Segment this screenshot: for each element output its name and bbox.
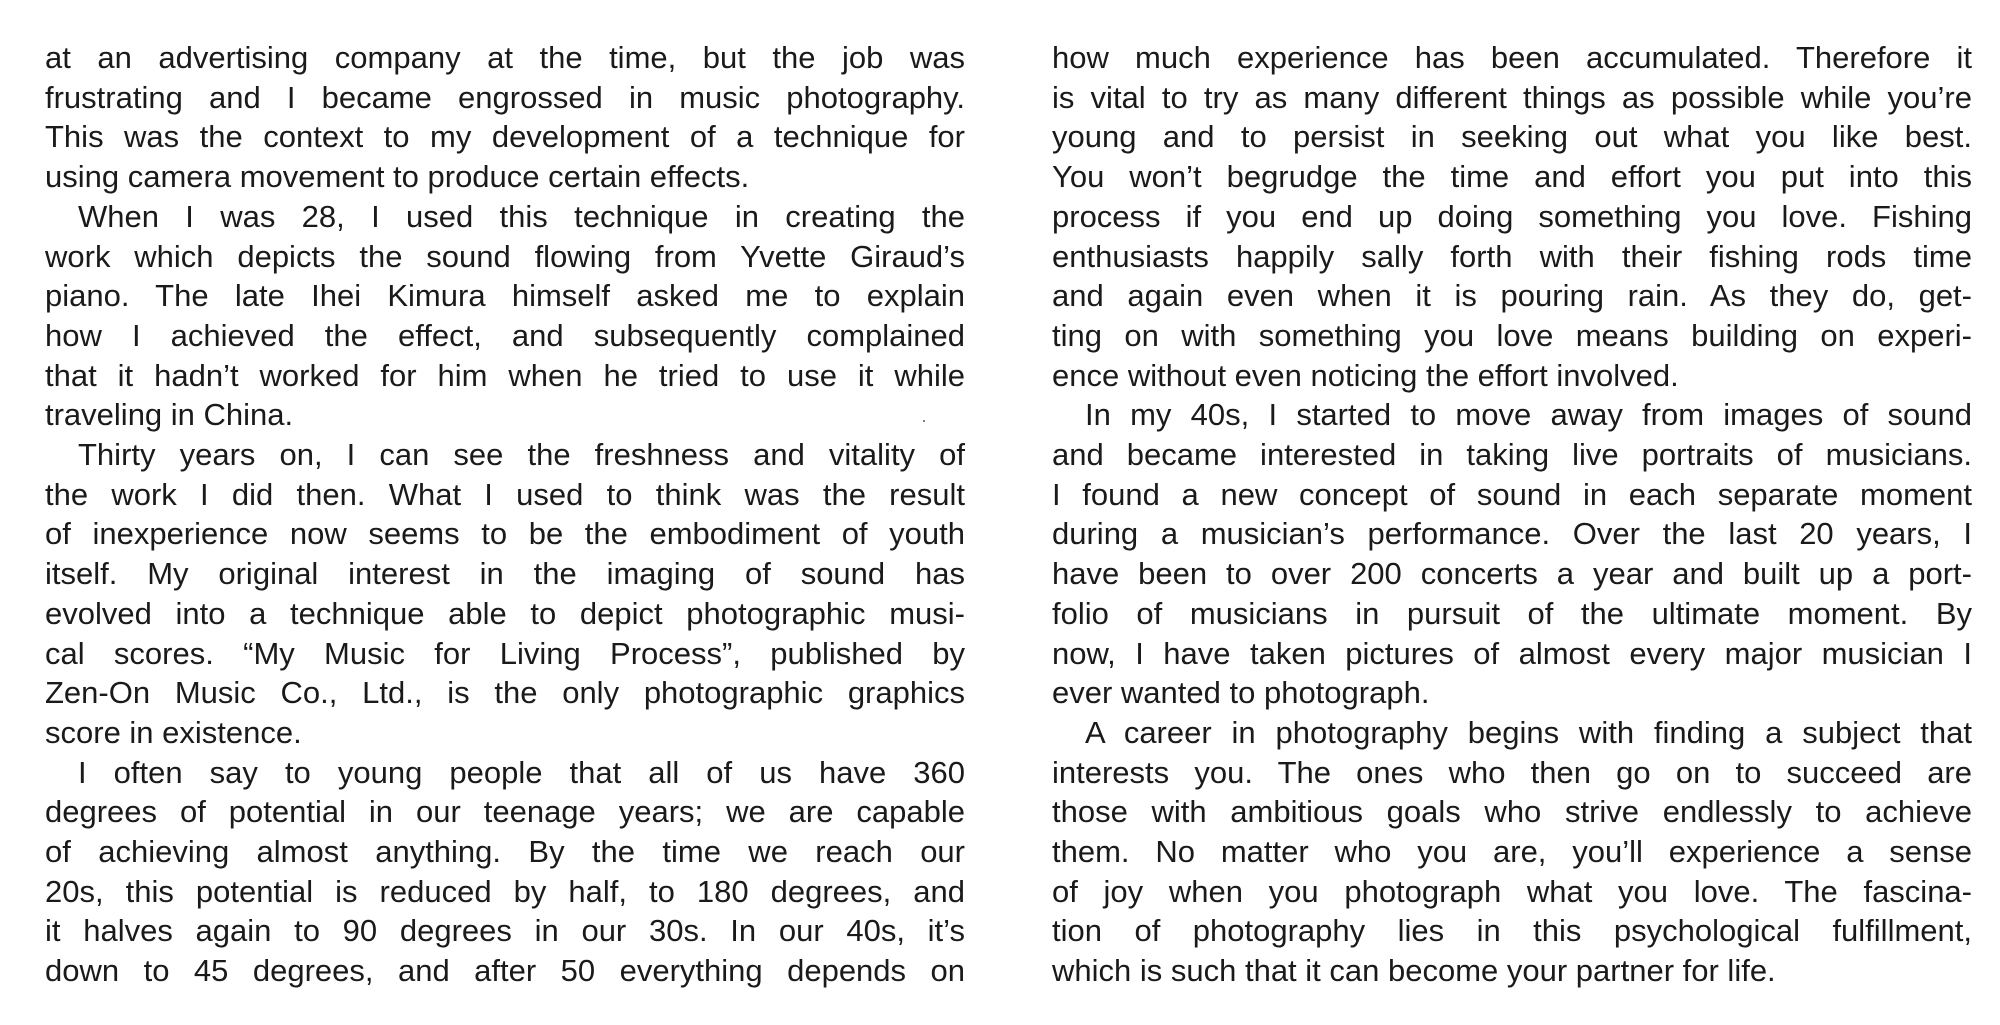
print-speck [923, 420, 925, 422]
text-line: during a musician’s performance. Over the last 20 years, I [1052, 516, 1972, 552]
paragraph [1052, 395, 1972, 713]
text-line: the work I did then. What I used to think was the result [45, 476, 965, 512]
text-line: process if you end up doing something you love. Fishing [1052, 198, 1972, 234]
paragraph [45, 435, 965, 753]
text-line: piano. The late Ihei Kimura himself asked me to explain [45, 278, 965, 314]
text-line: folio of musicians in pursuit of the ultimate moment. By [1052, 595, 1972, 631]
text-line: score in existence. [45, 714, 302, 750]
paragraph [1052, 713, 1972, 991]
paragraph [1052, 38, 1972, 395]
text-line: When I was 28, I used this technique in creating the [78, 198, 965, 234]
text-line: I often say to young people that all of us have 360 [78, 754, 965, 790]
text-line: 20s, this potential is reduced by half, to 180 degrees, and [45, 873, 965, 909]
text-line: using camera movement to produce certain effects. [45, 159, 750, 195]
text-line: itself. My original interest in the imaging of sound has [45, 556, 965, 592]
text-line: how I achieved the effect, and subsequently complained [45, 317, 965, 353]
text-line: You won’t begrudge the time and effort you put into this [1052, 159, 1972, 195]
text-line: have been to over 200 concerts a year and built up a port- [1052, 556, 1972, 592]
text-line: Thirty years on, I can see the freshness and vitality of [78, 437, 965, 473]
text-line: them. No matter who you are, you’ll experience a sense [1052, 834, 1972, 870]
paragraph [45, 38, 965, 197]
text-column-right [1052, 38, 1972, 991]
text-line: which is such that it can become your partner for life. [1052, 953, 1776, 989]
text-line: how much experience has been accumulated. Therefore it [1052, 40, 1972, 75]
text-line: work which depicts the sound flowing from Yvette Giraud’s [45, 238, 965, 274]
text-line: of inexperience now seems to be the embodiment of youth [45, 516, 965, 552]
text-line: now, I have taken pictures of almost every major musician I [1052, 635, 1972, 671]
paragraph [45, 753, 965, 991]
paragraph [45, 197, 965, 435]
text-line: and again even when it is pouring rain. As they do, get- [1052, 278, 1972, 314]
text-line: tion of photography lies in this psychological fulfillment, [1052, 913, 1972, 949]
text-line: of joy when you photograph what you love. The fascina- [1052, 873, 1972, 909]
text-line: of achieving almost anything. By the time we reach our [45, 834, 965, 870]
text-line: young and to persist in seeking out what you like best. [1052, 119, 1972, 155]
text-line: that it hadn’t worked for him when he tried to use it while [45, 357, 965, 393]
text-line: evolved into a technique able to depict photographic musi- [45, 595, 965, 631]
text-line: traveling in China. [45, 397, 294, 433]
text-line: at an advertising company at the time, but the job was [45, 40, 965, 75]
text-line: In my 40s, I started to move away from images of sound [1085, 397, 1972, 433]
text-line: down to 45 degrees, and after 50 everything depends on [45, 953, 965, 989]
text-line: degrees of potential in our teenage years; we are capable [45, 794, 965, 830]
text-line: those with ambitious goals who strive endlessly to achieve [1052, 794, 1972, 830]
text-line: ever wanted to photograph. [1052, 675, 1430, 711]
text-line: interests you. The ones who then go on to succeed are [1052, 754, 1972, 790]
text-line: is vital to try as many different things as possible while you’re [1052, 79, 1972, 115]
text-line: and became interested in taking live portraits of musicians. [1052, 437, 1972, 473]
text-line: ting on with something you love means building on experi- [1052, 317, 1972, 353]
text-line: frustrating and I became engrossed in music photography. [45, 79, 965, 115]
text-line: Zen-On Music Co., Ltd., is the only photographic graphics [45, 675, 965, 711]
text-line: This was the context to my development of a technique for [45, 119, 965, 155]
text-line: ence without even noticing the effort involved. [1052, 357, 1679, 393]
text-line: A career in photography begins with finding a subject that [1085, 714, 1972, 750]
text-line: it halves again to 90 degrees in our 30s. In our 40s, it’s [45, 913, 965, 949]
text-line: enthusiasts happily sally forth with their fishing rods time [1052, 238, 1972, 274]
text-line: cal scores. “My Music for Living Process”, published by [45, 635, 965, 671]
text-column-left [45, 38, 965, 991]
text-line: I found a new concept of sound in each separate moment [1052, 476, 1972, 512]
